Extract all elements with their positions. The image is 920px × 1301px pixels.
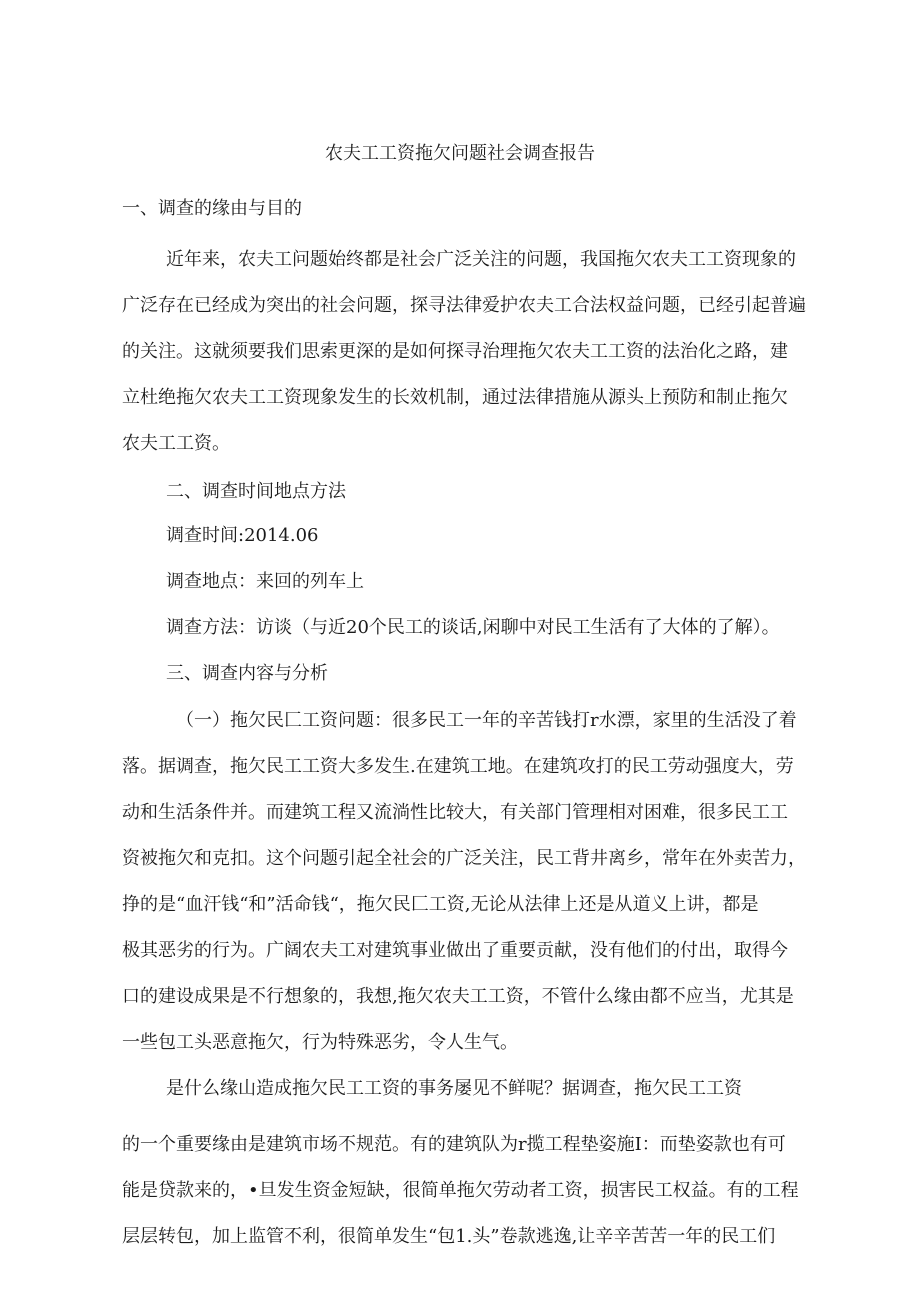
paragraph-line: 的一个重要缘由是建筑市场不规范。有的建筑队为r揽工程垫姿施I：而垫姿款也有可: [122, 1134, 786, 1155]
document-title: 农夫工工资拖欠问题社会调查报告: [325, 143, 595, 164]
paragraph-line: 挣的是“血汗钱“和”活命钱“，拖欠民匚工资,无论从法律上还是从道义上讲，都是: [122, 894, 759, 915]
paragraph-line: 能是贷款来的，•旦发生资金短缺，很简单拖欠劳动者工资，损害民工权益。有的工程: [122, 1180, 799, 1201]
section-heading-2: 二、调查时间地点方法: [166, 481, 346, 502]
survey-place: 调查地点：来回的列车上: [166, 571, 364, 592]
paragraph-line: 口的建设成果是不行想象的，我想,拖欠农夫工工资，不管什么缘由都不应当，尤其是: [122, 986, 794, 1007]
paragraph-line: 资被拖欠和克扣。这个问题引起全社会的广泛关注，民工背井离乡，常年在外卖苦力，: [122, 848, 806, 869]
paragraph-line: 近年来，农夫工问题始终都是社会广泛关注的问题，我国拖欠农夫工工资现象的: [166, 249, 796, 270]
paragraph-line: 广泛存在已经成为突出的社会问题，探寻法律爱护农夫工合法权益问题，已经引起普遍: [122, 295, 806, 316]
survey-method: 调查方法：访谈（与近20个民工的谈话,闲聊中对民工生活有了大体的了解）。: [166, 617, 780, 638]
paragraph-line: 极其恶劣的行为。广阔农夫工对建筑事业做出了重要贡献，没有他们的付出，取得今: [122, 940, 788, 961]
survey-time: 调查时间:2014.06: [166, 525, 319, 546]
paragraph-line: 立杜绝拖欠农夫工工资现象发生的长效机制，通过法律措施从源头上预防和制止拖欠: [122, 387, 788, 408]
paragraph-line: 的关注。这就须要我们思索更深的是如何探寻治理拖欠农夫工工资的法治化之路，建: [122, 341, 788, 362]
paragraph-line: 层层转包，加上监管不利，很简单发生“包1.头”卷款逃逸,让辛辛苦苦一年的民工们: [122, 1226, 776, 1247]
paragraph-line: （一）拖欠民匚工资问题：很多民工一年的辛苦钱打r水漂，家里的生活没了着: [176, 710, 797, 731]
section-heading-1: 一、调查的缘由与目的: [122, 198, 302, 219]
paragraph-line: 动和生活条件并。而建筑工程又流淌性比较大，有关部门管理相对困难，很多民工工: [122, 802, 788, 823]
paragraph-line: 一些包工头恶意拖欠，行为特殊恶劣，令人生气。: [122, 1032, 518, 1053]
paragraph-line: 落。据调查，拖欠民工工资大多发生.在建筑工地。在建筑攻打的民工劳动强度大，劳: [122, 756, 794, 777]
paragraph-line: 农夫工工资。: [122, 433, 230, 454]
section-heading-3: 三、调查内容与分析: [166, 663, 328, 684]
paragraph-line: 是什么缘山造成拖欠民工工资的事务屡见不鲜呢？据调查，拖欠民工工资: [166, 1078, 742, 1099]
